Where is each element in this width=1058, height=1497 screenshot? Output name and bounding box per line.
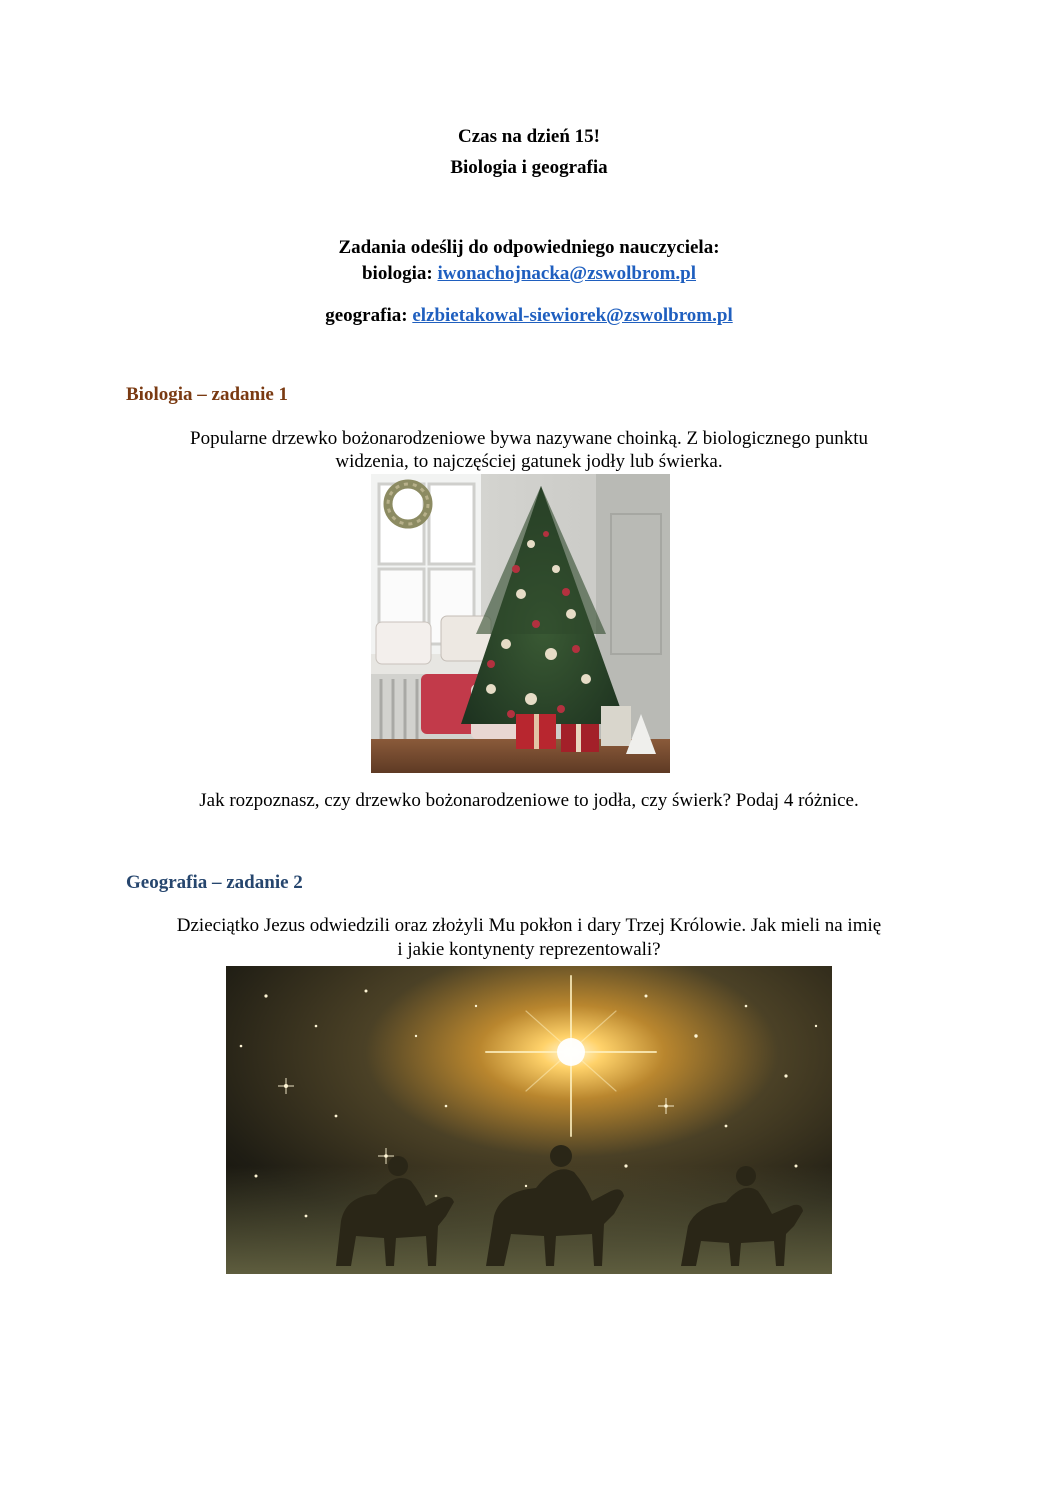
biology-email-link[interactable]: iwonachojnacka@zswolbrom.pl <box>437 263 697 284</box>
biology-contact-label: biologia: <box>361 263 438 284</box>
geography-contact <box>0 305 1058 327</box>
biology-question: Jak rozpoznasz, czy drzewko bożonarodzeniowe to jodła, czy świerk? Podaj 4 różnice. <box>199 790 859 811</box>
christmas-tree-photo <box>371 474 670 773</box>
geography-task-heading: Geografia – zadanie 2 <box>126 872 303 893</box>
geography-intro-line-1: Dzieciątko Jezus odwiedzili oraz złożyli Mu pokłon i dary Trzej Królowie. Jak mieli na imię <box>176 915 882 936</box>
biology-task-heading: Biologia – zadanie 1 <box>126 384 289 405</box>
biology-intro-line-1: Popularne drzewko bożonarodzeniowe bywa nazywane choinką. Z biologicznego punktu <box>190 428 868 449</box>
geography-intro-line-2: i jakie kontynenty reprezentowali? <box>397 939 661 960</box>
page-subtitle: Biologia i geografia <box>450 157 608 178</box>
biology-intro-line-2: widzenia, to najczęściej gatunek jodły lub świerka. <box>335 451 723 472</box>
page-title: Czas na dzień 15! <box>458 126 600 147</box>
geography-contact-label: geografia: <box>325 305 413 326</box>
three-kings-star-photo <box>226 966 832 1274</box>
geography-email-link[interactable]: elzbietakowal-siewiorek@zswolbrom.pl <box>412 305 733 326</box>
instructions-line: Zadania odeślij do odpowiedniego nauczyciela: <box>338 237 720 258</box>
biology-contact <box>0 263 1058 285</box>
